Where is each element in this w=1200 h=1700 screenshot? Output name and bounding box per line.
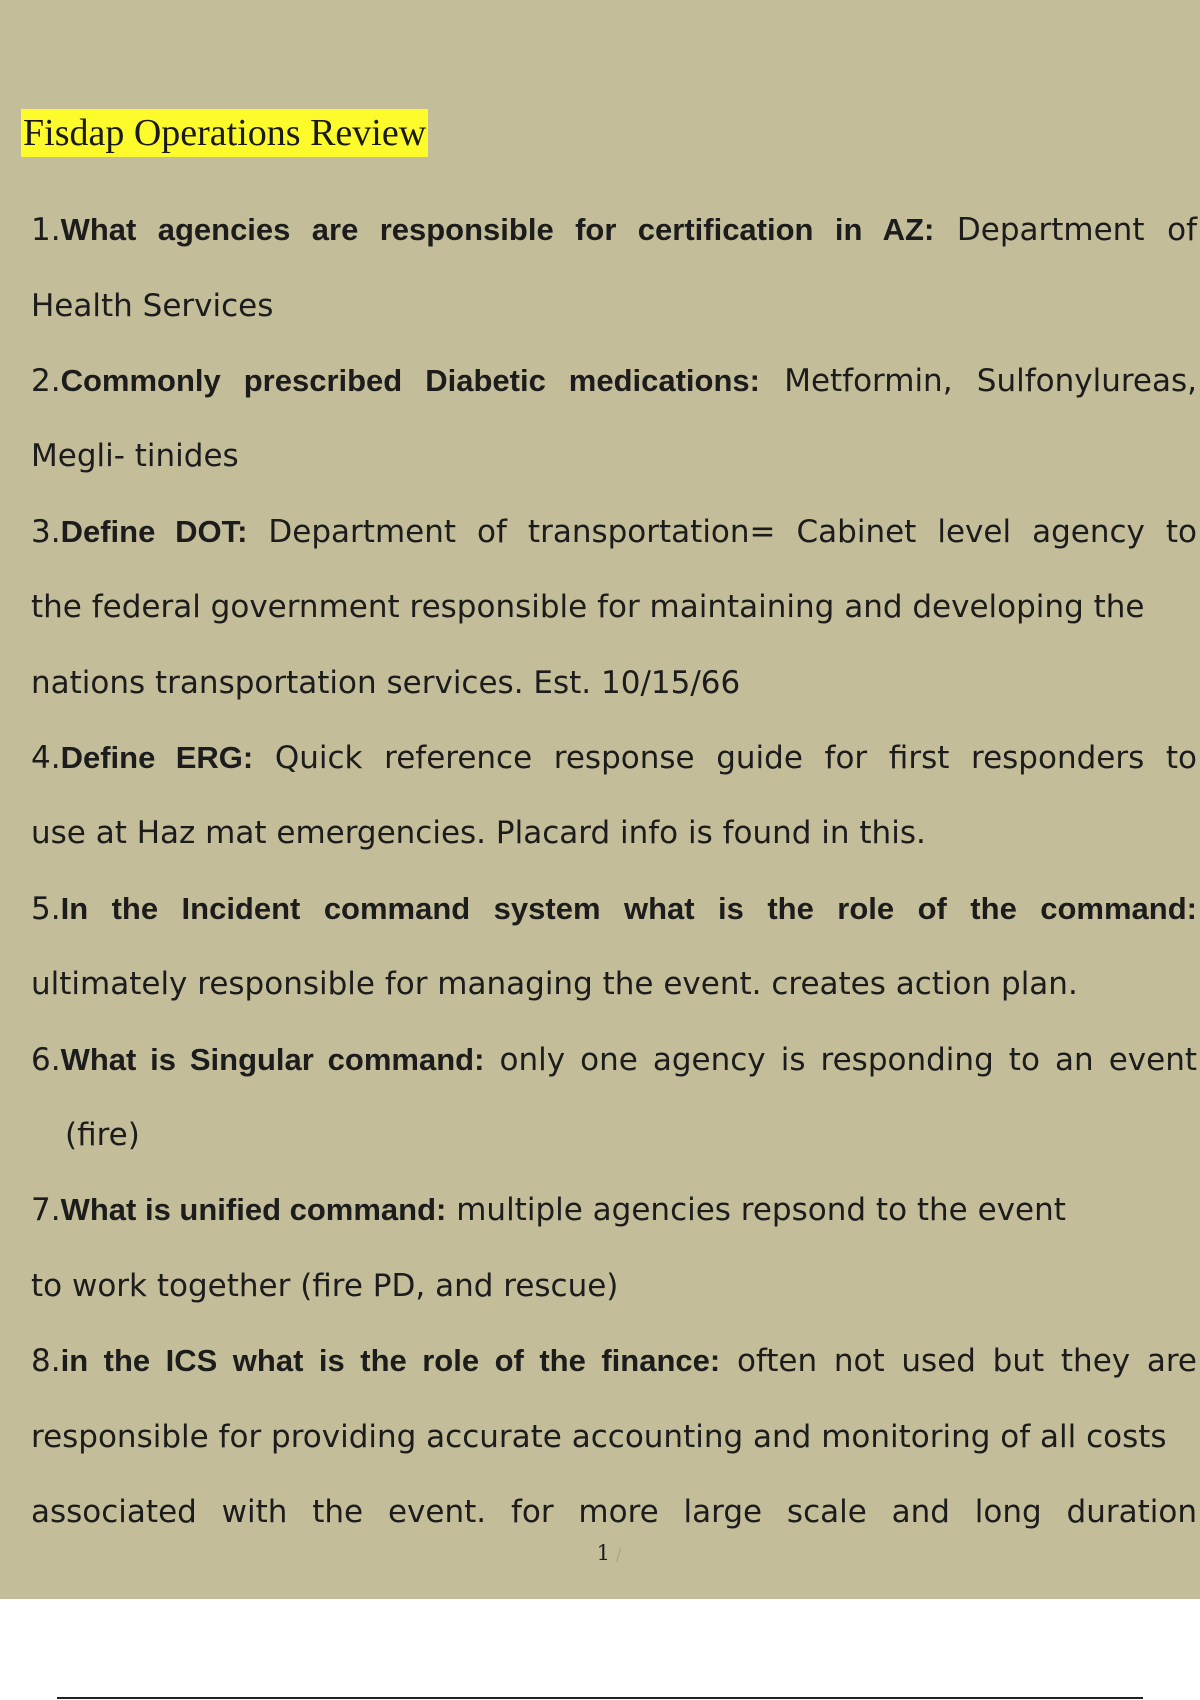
item-4-first-line — [31, 738, 1197, 778]
item-1-first-line — [31, 210, 1197, 250]
item-answer: often not used but they are — [720, 1343, 1197, 1379]
item-1-answer-line: Health Services — [31, 288, 274, 324]
item-question: What agencies are responsible for certification in AZ: — [60, 212, 935, 247]
item-answer: Metformin, Sulfonylureas, — [759, 363, 1197, 399]
item-question: Define DOT: — [60, 514, 248, 549]
page-separator: / — [615, 1545, 622, 1564]
page-number-value: 1 — [596, 1541, 610, 1565]
item-2-answer-line: Megli- tinides — [31, 438, 239, 474]
item-6-first-line — [31, 1040, 1197, 1080]
item-number: 3. — [31, 514, 61, 550]
item-number: 2. — [31, 363, 61, 399]
page-number — [0, 1541, 1200, 1565]
item-2-first-line — [31, 361, 1197, 401]
item-question: in the ICS what is the role of the finance: — [60, 1343, 721, 1378]
item-answer: only one agency is responding to an event — [484, 1042, 1197, 1078]
item-number: 1. — [31, 212, 61, 248]
item-question: What is Singular command: — [60, 1042, 485, 1077]
item-number: 7. — [31, 1192, 61, 1228]
item-3-answer-line: nations transportation services. Est. 10/15/66 — [31, 665, 741, 701]
item-question: In the Incident command system what is the role of the command: — [60, 891, 1197, 926]
item-5-first-line — [31, 889, 1197, 929]
item-answer: multiple agencies repsond to the event — [446, 1192, 1066, 1228]
item-question: Commonly prescribed Diabetic medications: — [60, 363, 760, 398]
item-8-answer-line: associated with the event. for more large scale and long duration — [31, 1494, 1197, 1530]
item-8-first-line — [31, 1341, 1197, 1381]
item-7-first-line — [31, 1190, 1200, 1230]
item-number: 6. — [31, 1042, 61, 1078]
item-8-answer-line: responsible for providing accurate accounting and monitoring of all costs — [31, 1419, 1167, 1455]
item-answer: Quick reference response guide for first responders to — [253, 740, 1197, 776]
item-3-first-line — [31, 512, 1197, 552]
item-number: 8. — [31, 1343, 61, 1379]
document-title: Fisdap Operations Review — [21, 109, 428, 157]
page-divider — [57, 1697, 1143, 1699]
item-answer: Department of transportation= Cabinet level agency to — [247, 514, 1197, 550]
item-3-answer-line: the federal government responsible for maintaining and developing the — [31, 589, 1145, 625]
item-number: 4. — [31, 740, 61, 776]
item-answer: Department of — [934, 212, 1197, 248]
item-number: 5. — [31, 891, 61, 927]
item-6-answer-line: (fire) — [65, 1117, 140, 1153]
item-7-answer-line: to work together (fire PD, and rescue) — [31, 1268, 619, 1304]
item-5-answer-line: ultimately responsible for managing the event. creates action plan. — [31, 966, 1078, 1002]
item-question: Define ERG: — [60, 740, 254, 775]
item-4-answer-line: use at Haz mat emergencies. Placard info is found in this. — [31, 815, 926, 851]
item-question: What is unified command: — [60, 1192, 447, 1227]
